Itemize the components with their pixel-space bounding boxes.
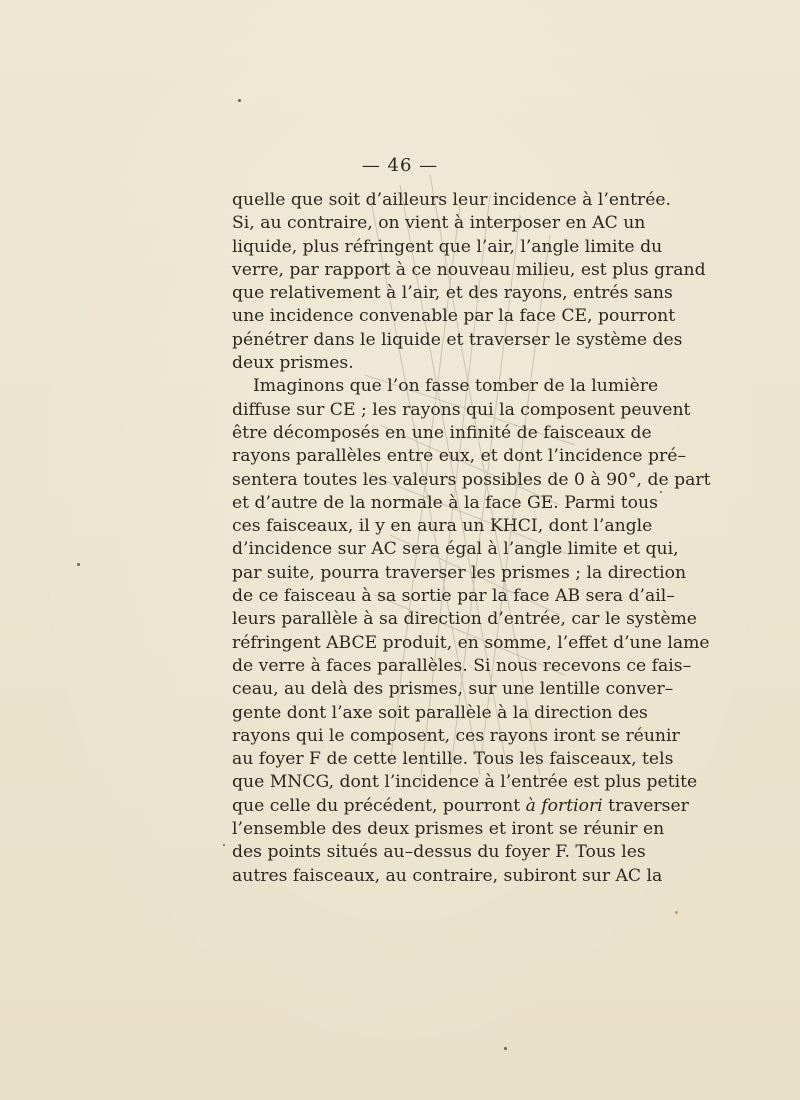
- text-line: gente dont l’axe soit parallèle à la direction des: [232, 702, 648, 723]
- text-line: que MNCG, dont l’incidence à l’entrée est plus petite: [232, 772, 698, 793]
- text-line: liquide, plus réfringent que l’air, l’angle limite du: [232, 236, 663, 257]
- paper-speck: [77, 563, 80, 566]
- text-line-with-italic: [232, 795, 689, 818]
- text-line: rayons qui le composent, ces rayons iront se réunir: [232, 725, 680, 746]
- page-number: — 46 —: [361, 155, 439, 176]
- text-line: l’ensemble des deux prismes et iront se réunir en: [232, 819, 665, 840]
- text-segment: traverser: [608, 795, 689, 816]
- text-line: par suite, pourra traverser les prismes ; la direction: [232, 562, 687, 583]
- text-line: de ce faisceau à sa sortie par la face AB sera d’ail–: [232, 586, 675, 607]
- paper-speck: [504, 1047, 507, 1050]
- text-line: que relativement à l’air, et des rayons, entrés sans: [232, 283, 673, 304]
- text-line: être décomposés en une infinité de faisceaux de: [232, 422, 652, 443]
- text-line: ces faisceaux, il y en aura un KHCI, dont l’angle: [232, 516, 653, 537]
- paper-speck: [223, 844, 225, 846]
- text-line: réfringent ABCE produit, en somme, l’effet d’une lame: [232, 632, 710, 653]
- text-line: quelle que soit d’ailleurs leur incidence à l’entrée.: [232, 190, 672, 210]
- paper-speck: [675, 911, 678, 914]
- text-segment: que celle du précédent, pourront: [232, 795, 521, 816]
- text-line: ceau, au delà des prismes, sur une lentille conver–: [232, 679, 674, 700]
- text-line: au foyer F de cette lentille. Tous les faisceaux, tels: [232, 749, 674, 770]
- paper-speck: [660, 491, 662, 493]
- text-line: sentera toutes les valeurs possibles de 0 à 90°, de part: [232, 469, 711, 490]
- text-line: et d’autre de la normale à la face GE. Parmi tous: [232, 492, 658, 513]
- italic-phrase: à fortiori: [525, 795, 603, 816]
- text-line: de verre à faces parallèles. Si nous recevons ce fais–: [232, 655, 692, 676]
- text-line: leurs parallèle à sa direction d’entrée, car le système: [232, 609, 697, 630]
- body-text: [232, 189, 711, 888]
- text-line: une incidence convenable par la face CE, pourront: [232, 306, 676, 327]
- text-line: d’incidence sur AC sera égal à l’angle limite et qui,: [232, 539, 679, 560]
- text-line: verre, par rapport à ce nouveau milieu, est plus grand: [232, 259, 706, 280]
- paragraph-first-line: Imaginons que l’on fasse tomber de la lumière: [253, 376, 659, 397]
- text-line: pénétrer dans le liquide et traverser le système des: [232, 329, 683, 350]
- text-line: des points situés au–dessus du foyer F. Tous les: [232, 842, 646, 863]
- text-line: autres faisceaux, au contraire, subiront sur AC la: [232, 865, 663, 886]
- paper-speck: [238, 99, 241, 102]
- text-line: diffuse sur CE ; les rayons qui la composent peuvent: [232, 399, 691, 420]
- text-line: Si, au contraire, on vient à interposer en AC un: [232, 213, 646, 234]
- text-line: deux prismes.: [232, 353, 354, 374]
- text-line: rayons parallèles entre eux, et dont l’incidence pré–: [232, 446, 687, 467]
